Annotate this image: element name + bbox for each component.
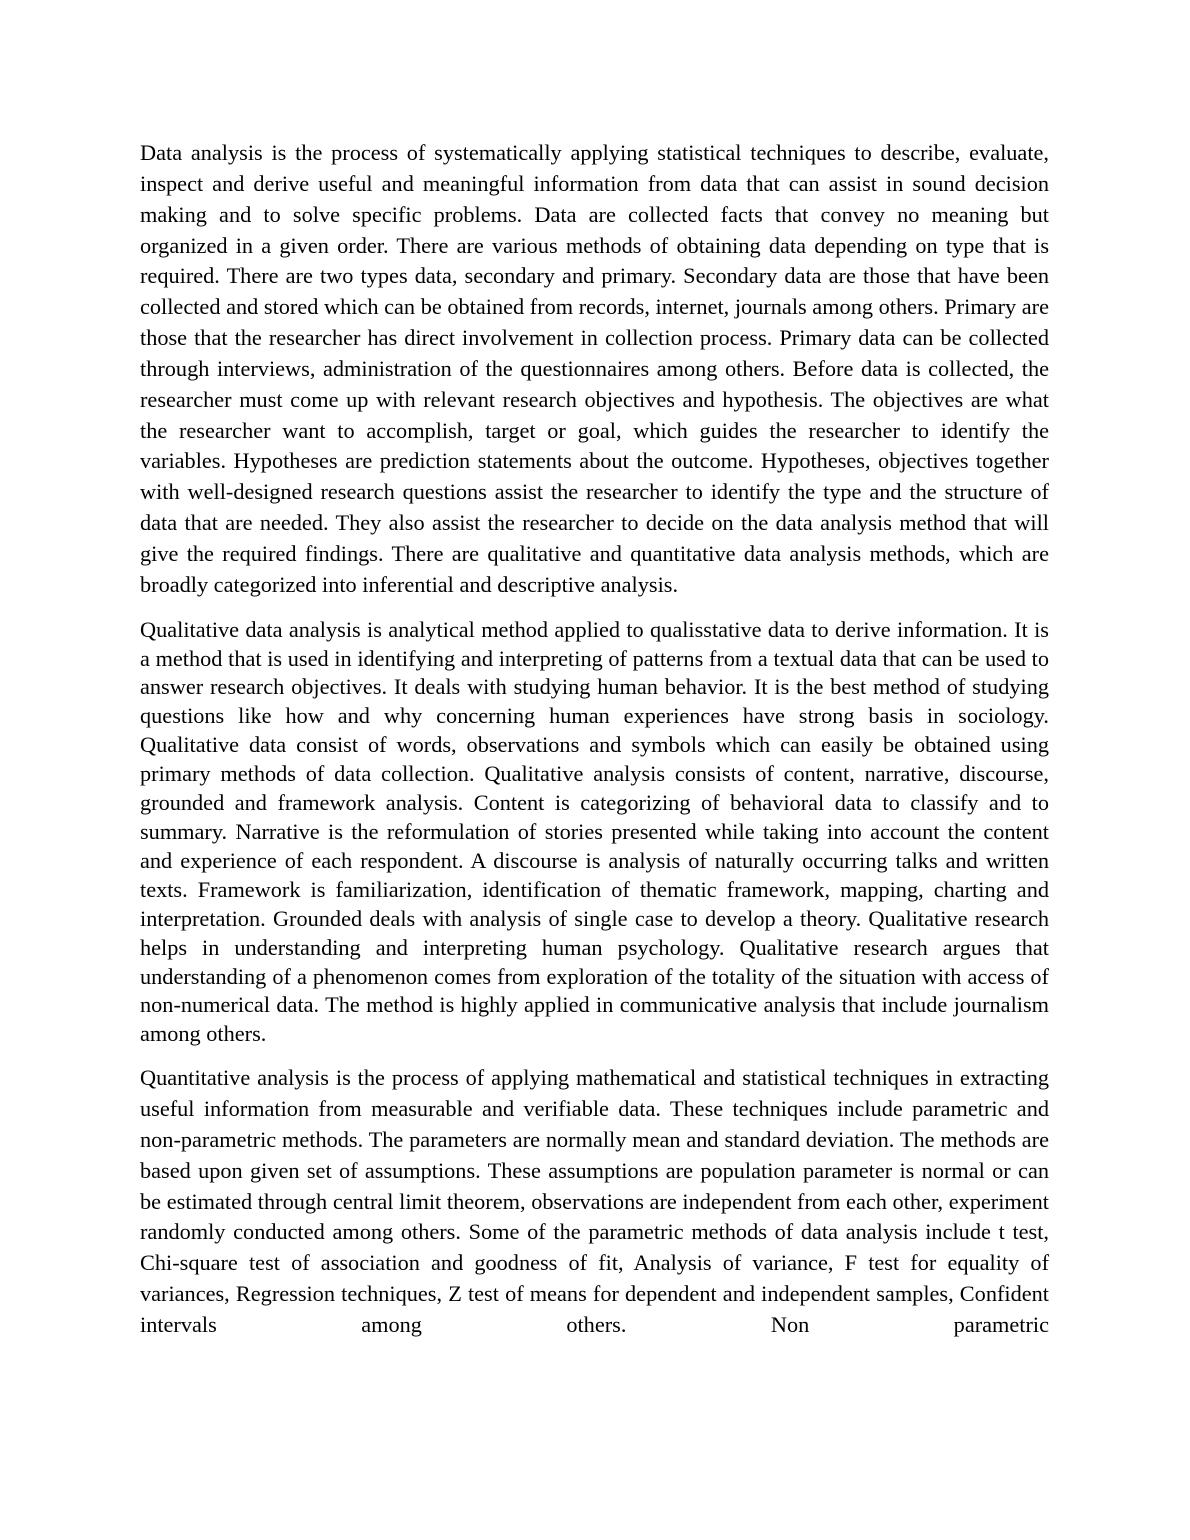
- body-text: [140, 138, 1049, 1341]
- paragraph-data-analysis: Data analysis is the process of systematically applying statistical techniques to describe, evaluate, inspect and derive useful and meaningful information from data that can assist in sound decision making and to solve specific problems. Data are collected facts that convey no meaning but organized in a given order. There are various methods of obtaining data depending on type that is required. There are two types data, secondary and primary. Secondary data are those that have been collected and stored which can be obtained from records, internet, journals among others. Primary are those that the researcher has direct involvement in collection process. Primary data can be collected through interviews, administration of the questionnaires among others. Before data is collected, the researcher must come up with relevant research objectives and hypothesis. The objectives are what the researcher want to accomplish, target or goal, which guides the researcher to identify the variables. Hypotheses are prediction statements about the outcome. Hypotheses, objectives together with well-designed research questions assist the researcher to identify the type and the structure of data that are needed. They also assist the researcher to decide on the data analysis method that will give the required findings. There are qualitative and quantitative data analysis methods, which are broadly categorized into inferential and descriptive analysis.: [140, 140, 1049, 597]
- paragraph-qualitative-analysis: Qualitative data analysis is analytical method applied to qualisstative data to derive information. It is a method that is used in identifying and interpreting of patterns from a textual data that can be used to answer research objectives. It deals with studying human behavior. It is the best method of studying questions like how and why concerning human experiences have strong basis in sociology. Qualitative data consist of words, observations and symbols which can easily be obtained using primary methods of data collection. Qualitative analysis consists of content, narrative, discourse, grounded and framework analysis. Content is categorizing of behavioral data to classify and to summary. Narrative is the reformulation of stories presented while taking into account the content and experience of each respondent. A discourse is analysis of naturally occurring talks and written texts. Framework is familiarization, identification of thematic framework, mapping, charting and interpretation. Grounded deals with analysis of single case to develop a theory. Qualitative research helps in understanding and interpreting human psychology. Qualitative research argues that understanding of a phenomenon comes from exploration of the totality of the situation with access of non-numerical data. The method is highly applied in communicative analysis that include journalism among others.: [140, 616, 1049, 1047]
- paragraph-quantitative-analysis: Quantitative analysis is the process of applying mathematical and statistical techniques in extracting useful information from measurable and verifiable data. These techniques include parametric and non-parametric methods. The parameters are normally mean and standard deviation. The methods are based upon given set of assumptions. These assumptions are population parameter is normal or can be estimated through central limit theorem, observations are independent from each other, experiment randomly conducted among others. Some of the parametric methods of data analysis include t test, Chi-square test of association and goodness of fit, Analysis of variance, F test for equality of variances, Regression techniques, Z test of means for dependent and independent samples, Confident intervals among others. Non parametric: [140, 1065, 1049, 1337]
